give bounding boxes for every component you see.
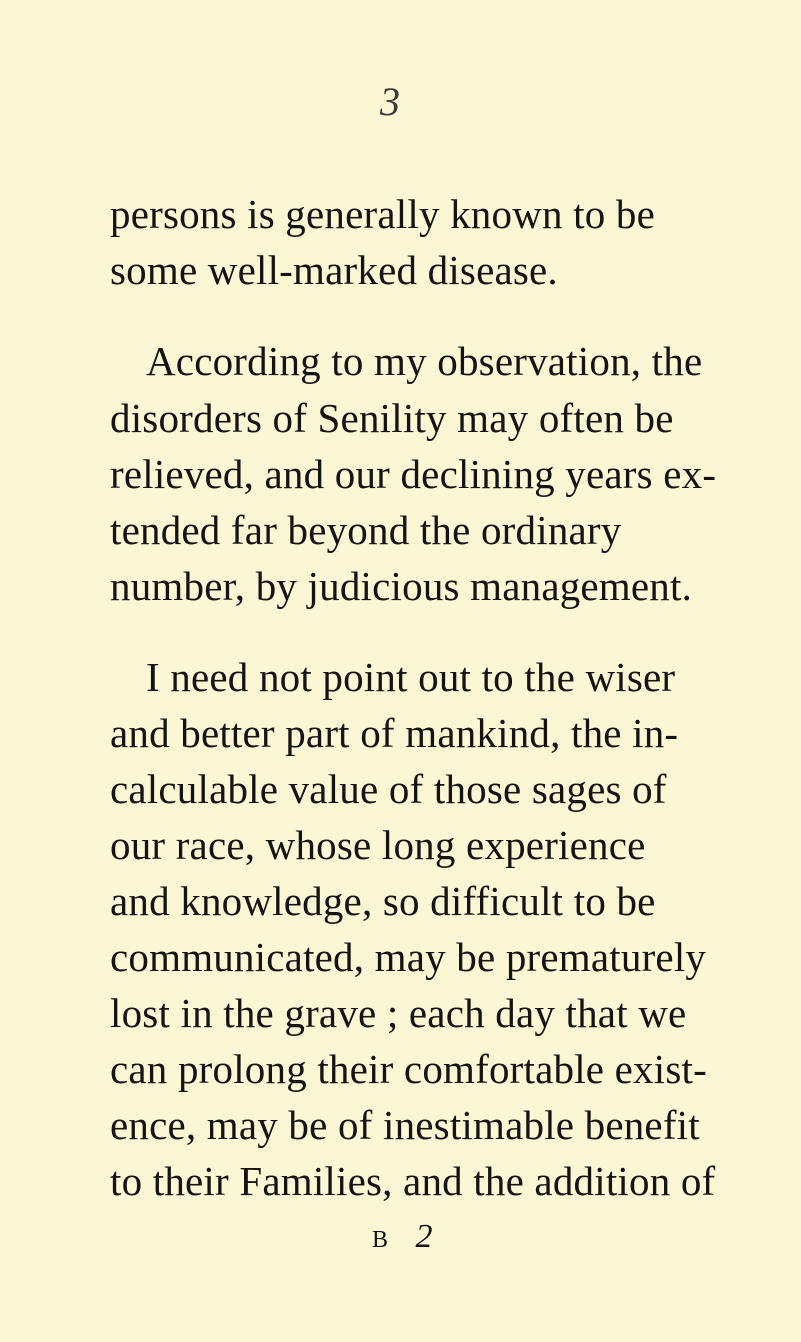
text-line: to their Families, and the addition of [110, 1158, 716, 1204]
signature-mark [372, 1218, 443, 1256]
signature-letter: B [372, 1227, 399, 1253]
text-line: our race, whose long experience [110, 822, 646, 868]
text-line: communicated, may be prematurely [110, 934, 707, 980]
text-line: some well-marked disease. [110, 247, 558, 293]
text-line: calculable value of those sages of [110, 766, 667, 812]
signature-number: 2 [415, 1218, 443, 1255]
text-line: can prolong their comfortable exist- [110, 1046, 707, 1092]
text-line: tended far beyond the ordinary [110, 507, 622, 553]
text-line: number, by judicious management. [110, 563, 693, 609]
text-line: According to my observation, the [146, 338, 703, 384]
text-line: ence, may be of inestimable benefit [110, 1102, 700, 1148]
text-line: relieved, and our declining years ex- [110, 451, 717, 497]
text-line: and better part of mankind, the in- [110, 710, 679, 756]
text-line: disorders of Senility may often be [110, 395, 674, 441]
text-line: I need not point out to the wiser [146, 654, 676, 700]
page-number: 3 [380, 79, 400, 124]
text-line: and knowledge, so difficult to be [110, 878, 656, 924]
text-line: persons is generally known to be [110, 191, 655, 237]
text-line: lost in the grave ; each day that we [110, 990, 687, 1036]
